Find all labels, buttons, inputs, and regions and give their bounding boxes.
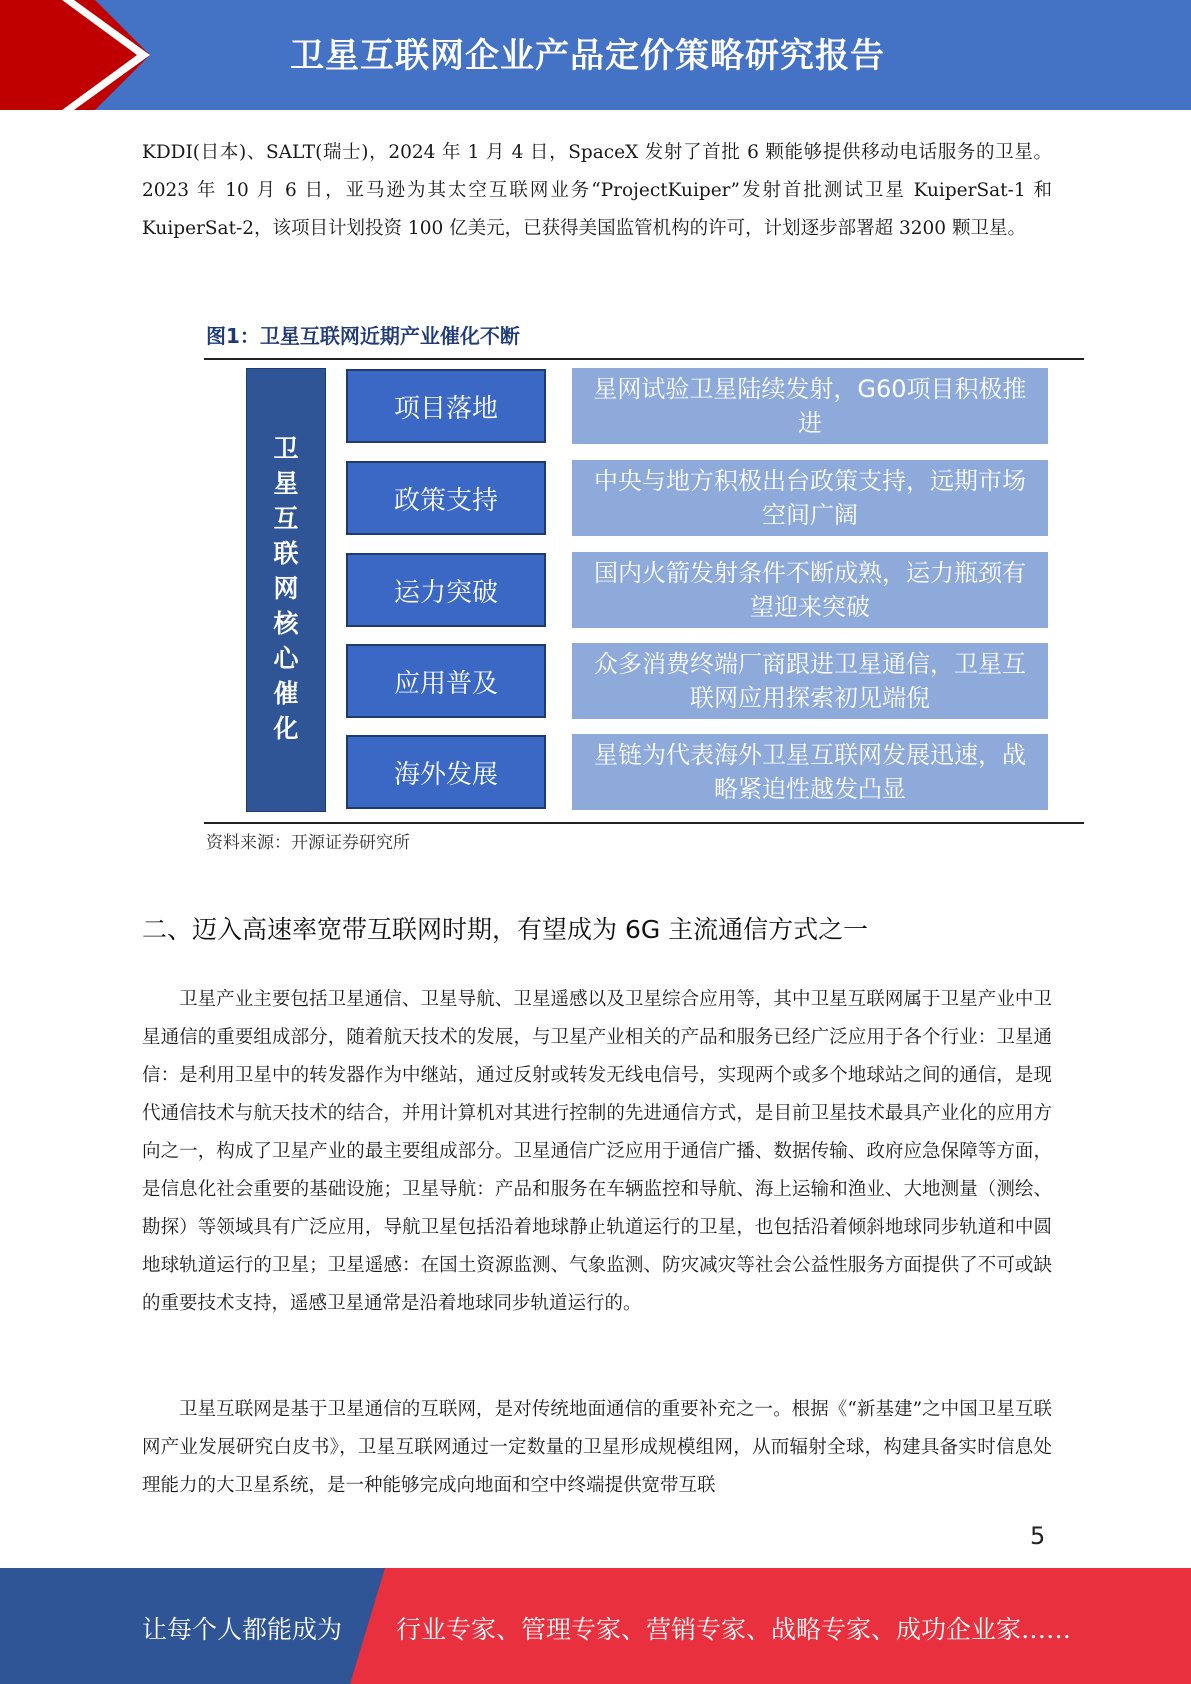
description-box: 星网试验卫星陆续发射，G60项目积极推进 <box>572 368 1048 444</box>
category-box: 政策支持 <box>346 461 546 535</box>
figure-side-box <box>246 368 326 812</box>
description-box: 星链为代表海外卫星互联网发展迅速，战略紧迫性越发凸显 <box>572 734 1048 810</box>
side-label-char: 催 <box>273 679 299 708</box>
footer-slogan-left: 让每个人都能成为 <box>142 1615 343 1644</box>
side-label-char: 星 <box>273 469 299 498</box>
side-label-char: 卫 <box>273 434 299 463</box>
footer-banner <box>0 1568 1191 1684</box>
description-box: 众多消费终端厂商跟进卫星通信，卫星互联网应用探索初见端倪 <box>572 643 1048 719</box>
page-number: 5 <box>1030 1522 1046 1550</box>
category-box: 应用普及 <box>346 644 546 718</box>
section-heading: 二、迈入高速率宽带互联网时期，有望成为 6G 主流通信方式之一 <box>142 915 869 944</box>
side-label-char: 联 <box>273 539 299 568</box>
body-paragraph: 卫星互联网是基于卫星通信的互联网，是对传统地面通信的重要补充之一。根据《“新基建”之中国卫星互联网产业发展研究白皮书》，卫星互联网通过一定数量的卫星形成规模组网，从而辐射全球，构建具备实时信息处理能力的大卫星系统，是一种能够完成向地面和空中终端提供宽带互联 <box>142 1399 1052 1496</box>
side-label-char: 心 <box>273 644 299 673</box>
figure-bottom-rule <box>204 822 1084 824</box>
intro-paragraph: KDDI(日本)、SALT(瑞士)，2024 年 1 月 4 日，SpaceX 发射了首批 6 颗能够提供移动电话服务的卫星。2023 年 10 月 6 日，亚马逊为其太空互联网业务“ProjectKuiper”发射首批测试卫星 KuiperSat-1 和 KuiperSat-2，该项目计划投资 100 亿美元，已获得美国监管机构的许可，计划逐步部署超 3200 颗卫星。 <box>142 142 1052 239</box>
body-paragraph: 卫星产业主要包括卫星通信、卫星导航、卫星遥感以及卫星综合应用等，其中卫星互联网属于卫星产业中卫星通信的重要组成部分，随着航天技术的发展，与卫星产业相关的产品和服务已经广泛应用于各个行业：卫星通信：是利用卫星中的转发器作为中继站，通过反射或转发无线电信号，实现两个或多个地球站之间的通信，是现代通信技术与航天技术的结合，并用计算机对其进行控制的先进通信方式，是目前卫星技术最具产业化的应用方向之一，构成了卫星产业的最主要组成部分。卫星通信广泛应用于通信广播、数据传输、政府应急保障等方面，是信息化社会重要的基础设施；卫星导航：产品和服务在车辆监控和导航、海上运输和渔业、大地测量（测绘、勘探）等领域具有广泛应用，导航卫星包括沿着地球静止轨道运行的卫星，也包括沿着倾斜地球同步轨道和中圆地球轨道运行的卫星；卫星遥感：在国土资源监测、气象监测、防灾减灾等社会公益性服务方面提供了不可或缺的重要技术支持，遥感卫星通常是沿着地球同步轨道运行的。 <box>142 989 1052 1314</box>
figure-source: 资料来源：开源证券研究所 <box>206 833 410 853</box>
side-label-char: 化 <box>273 714 299 743</box>
header-banner <box>0 0 1191 110</box>
figure-top-rule <box>204 358 1084 360</box>
report-title: 卫星互联网企业产品定价策略研究报告 <box>290 36 885 76</box>
description-box: 国内火箭发射条件不断成熟，运力瓶颈有望迎来突破 <box>572 552 1048 628</box>
header-red-chevron <box>0 0 150 110</box>
category-box: 运力突破 <box>346 553 546 627</box>
category-box: 海外发展 <box>346 735 546 809</box>
figure-title: 图1：卫星互联网近期产业催化不断 <box>206 324 520 348</box>
category-box: 项目落地 <box>346 369 546 443</box>
footer-slogan-right: 行业专家、管理专家、营销专家、战略专家、成功企业家…… <box>396 1615 1072 1644</box>
side-label-char: 互 <box>273 504 299 533</box>
side-label-char: 核 <box>273 609 299 638</box>
description-box: 中央与地方积极出台政策支持，远期市场空间广阔 <box>572 460 1048 536</box>
side-label-char: 网 <box>273 574 299 603</box>
figure-side-label <box>247 431 325 746</box>
